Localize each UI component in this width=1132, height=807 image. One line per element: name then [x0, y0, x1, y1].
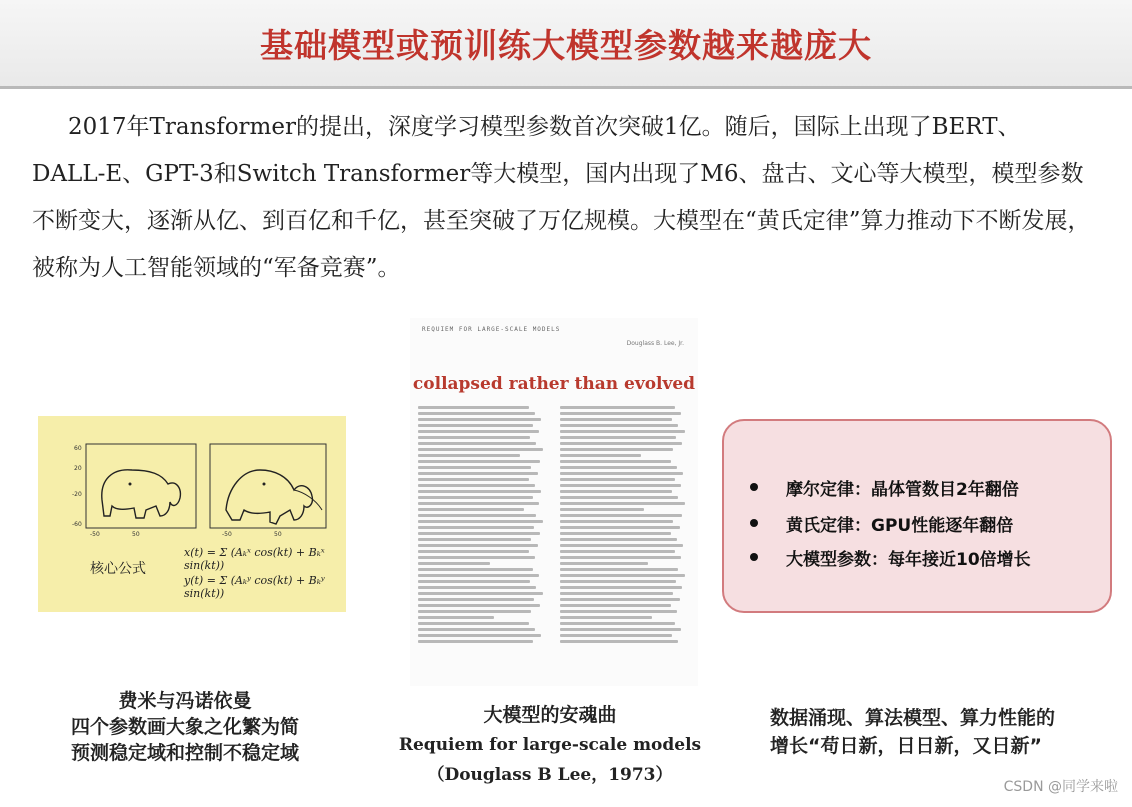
- paper-text-line: [418, 532, 540, 535]
- paper-text-line: [418, 526, 534, 529]
- right-caption-line: 增长“苟日新，日日新，又日新”: [770, 735, 1042, 757]
- paper-text-line: [418, 610, 531, 613]
- paper-text-line: [560, 412, 681, 415]
- paper-text-line: [418, 406, 529, 409]
- paper-text-line: [418, 454, 520, 457]
- paper-text-line: [418, 478, 529, 481]
- paper-text-line: [418, 508, 524, 511]
- paper-text-line: [560, 628, 681, 631]
- svg-text:20: 20: [74, 465, 82, 472]
- paper-text-line: [560, 460, 671, 463]
- paper-text-line: [418, 580, 530, 583]
- paper-header: REQUIEM FOR LARGE-SCALE MODELS: [422, 326, 561, 333]
- paper-text-line: [560, 466, 677, 469]
- paper-text-line: [560, 568, 678, 571]
- paper-text-line: [418, 514, 536, 517]
- paper-text-line: [560, 496, 678, 499]
- elephant-plot-1: [72, 440, 200, 540]
- paper-text-line: [560, 430, 685, 433]
- paper-text-line: [560, 490, 672, 493]
- left-caption-line: 四个参数画大象之化繁为简: [70, 716, 299, 738]
- page-title: 基础模型或预训练大模型参数越来越庞大: [260, 26, 872, 65]
- bullet-icon: [750, 519, 758, 527]
- paper-text-line: [560, 532, 671, 535]
- paper-text-line: [560, 604, 671, 607]
- paper-text-line: [418, 568, 533, 571]
- paper-text-line: [418, 634, 541, 637]
- paper-text-line: [418, 616, 494, 619]
- paper-text-line: [560, 562, 648, 565]
- left-caption: [50, 688, 320, 766]
- paper-text-line: [560, 574, 685, 577]
- paper-text-line: [418, 550, 529, 553]
- paper-text-line: [560, 442, 682, 445]
- paper-text-line: [560, 622, 675, 625]
- paper-text-line: [418, 640, 533, 643]
- intro-paragraph: 2017年Transformer的提出，深度学习模型参数首次突破1亿。随后，国际上出现了BERT、DALL-E、GPT-3和Switch Transformer等大模型，国内出现了M6、盘古、文心等大模型，模型参数不断变大，逐渐从亿、到百亿和千亿，甚至突破了万亿规模。大模型在“黄氏定律”算力推动下不断发展，被称为人工智能领域的“军备竞赛”。: [32, 114, 1091, 281]
- paper-highlight: collapsed rather than evolved: [412, 374, 696, 394]
- svg-text:50: 50: [274, 531, 282, 538]
- elephant-plot-2: [204, 440, 332, 540]
- paper-text-column: [560, 406, 686, 676]
- center-caption-title: 大模型的安魂曲: [483, 704, 617, 726]
- paper-text-line: [560, 424, 678, 427]
- formula-y: y(t) = Σ (Aₖʸ cos(kt) + Bₖʸ sin(kt)): [184, 574, 325, 600]
- paper-text-line: [560, 616, 652, 619]
- paper-text-line: [560, 514, 682, 517]
- right-caption-line: 数据涌现、算法模型、算力性能的: [770, 707, 1056, 729]
- center-caption-english: Requiem for large-scale models: [398, 735, 702, 755]
- paper-text-line: [560, 598, 680, 601]
- bullet-icon: [750, 553, 758, 561]
- paper-page-image: [410, 318, 698, 686]
- paper-text-line: [560, 478, 675, 481]
- svg-text:-50: -50: [222, 531, 232, 538]
- laws-box: [722, 419, 1112, 613]
- formula-x: x(t) = Σ (Aₖˣ cos(kt) + Bₖˣ sin(kt)): [184, 546, 325, 572]
- paper-text-line: [418, 412, 535, 415]
- paper-text-line: [560, 526, 680, 529]
- core-formula-label: 核心公式: [90, 561, 146, 577]
- paper-text-line: [418, 460, 540, 463]
- paper-text-line: [418, 544, 538, 547]
- paper-text-line: [560, 454, 641, 457]
- svg-text:50: 50: [132, 531, 140, 538]
- law-text: 黄氏定律：GPU性能逐年翻倍: [786, 515, 1014, 536]
- paper-text-line: [418, 448, 543, 451]
- center-caption: [380, 700, 720, 790]
- paper-text-line: [560, 508, 644, 511]
- paper-text-line: [418, 424, 533, 427]
- paper-text-line: [560, 544, 683, 547]
- paper-text-line: [560, 640, 678, 643]
- paper-text-line: [418, 418, 541, 421]
- paper-text-line: [560, 586, 682, 589]
- paper-text-line: [418, 556, 535, 559]
- law-text: 摩尔定律：晶体管数目2年翻倍: [786, 479, 1019, 500]
- paper-text-line: [560, 472, 683, 475]
- bullet-icon: [750, 483, 758, 491]
- paper-text-line: [418, 442, 536, 445]
- law-item: [750, 509, 1013, 537]
- paper-text-line: [560, 418, 672, 421]
- paper-text-line: [560, 502, 685, 505]
- paper-text-line: [560, 556, 681, 559]
- left-caption-line: 费米与冯诺依曼: [118, 690, 252, 712]
- paper-text-line: [418, 430, 539, 433]
- title-divider: [0, 86, 1132, 89]
- paper-author: Douglass B. Lee, Jr.: [626, 340, 684, 347]
- paper-text-line: [418, 586, 536, 589]
- paper-text-line: [560, 538, 677, 541]
- paper-text-line: [560, 634, 672, 637]
- elephant-figure: [38, 416, 346, 612]
- paper-text-line: [418, 562, 490, 565]
- paper-text-line: [560, 592, 673, 595]
- paper-text-line: [418, 574, 539, 577]
- paper-text-line: [560, 520, 673, 523]
- law-text: 大模型参数：每年接近10倍增长: [786, 549, 1031, 570]
- paper-text-line: [418, 592, 543, 595]
- paper-text-column: [418, 406, 544, 676]
- paper-text-line: [418, 628, 535, 631]
- paper-text-line: [560, 610, 677, 613]
- law-item: [750, 473, 1019, 501]
- center-caption-citation: （Douglass B Lee，1973）: [427, 765, 673, 785]
- left-caption-line: 预测稳定域和控制不稳定域: [70, 742, 299, 764]
- paper-text-line: [418, 622, 529, 625]
- paper-text-line: [560, 580, 676, 583]
- paper-text-line: [418, 538, 531, 541]
- paper-text-line: [418, 520, 543, 523]
- paper-text-line: [418, 472, 538, 475]
- law-item: [750, 543, 1031, 571]
- paper-text-line: [418, 598, 534, 601]
- watermark: CSDN @同学来啦: [1003, 779, 1118, 795]
- paper-text-line: [560, 550, 675, 553]
- paper-text-line: [418, 490, 541, 493]
- paper-text-line: [560, 406, 675, 409]
- svg-text:-60: -60: [72, 521, 82, 528]
- paper-text-line: [418, 484, 535, 487]
- paper-text-line: [560, 448, 673, 451]
- paper-text-line: [418, 496, 533, 499]
- paper-text-line: [418, 466, 531, 469]
- paper-text-line: [560, 484, 681, 487]
- right-caption: [770, 704, 1130, 760]
- paper-text-line: [560, 436, 676, 439]
- svg-text:60: 60: [74, 445, 82, 452]
- paper-text-line: [418, 502, 539, 505]
- paper-text-line: [418, 436, 530, 439]
- svg-text:-20: -20: [72, 491, 82, 498]
- svg-text:-50: -50: [90, 531, 100, 538]
- paper-text-line: [418, 604, 540, 607]
